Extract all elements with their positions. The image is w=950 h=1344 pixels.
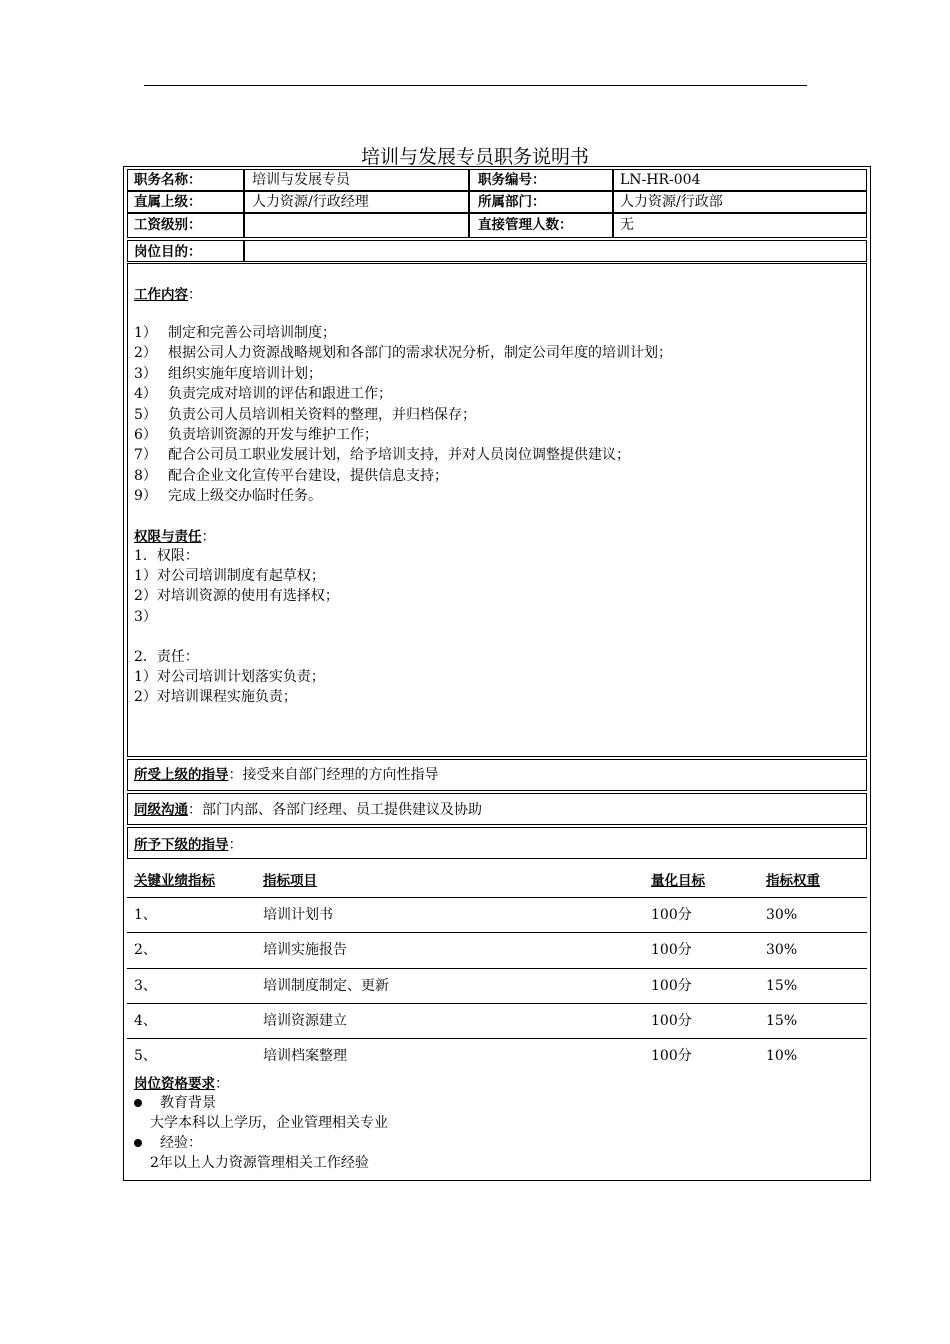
kpi-header-indicator: 关键业绩指标 [134,873,215,889]
kpi-row-index: 4、 [134,1012,157,1029]
work-heading: 工作内容： [134,287,202,303]
work-item-text: 配合公司员工职业发展计划，给予培训支持，并对人员岗位调整提供建议； [168,447,630,464]
kpi-header-weight: 指标权重 [766,873,820,889]
superior-label: 直属上级： [134,194,202,210]
exp-label: 经验： [160,1135,202,1151]
edu-value: 大学本科以上学历，企业管理相关专业 [150,1115,388,1131]
dept: 人力资源/行政部 [620,194,723,210]
kpi-row-weight: 15% [766,1012,798,1029]
work-item-num: 3） [134,365,157,382]
work-item-text: 配合企业文化宣传平台建设，提供信息支持； [168,467,448,484]
work-item-num: 9） [134,488,157,505]
kpi-row-weight: 15% [766,977,798,994]
work-item-num: 6） [134,427,157,443]
right-item: 3） [134,608,157,625]
kpi-row-index: 5、 [134,1048,157,1065]
header-rule [144,85,807,86]
manage-count-label: 直接管理人数： [478,217,573,233]
guidance-sub: 所予下级的指导： [134,837,243,853]
kpi-row-item: 培训资源建立 [263,1012,347,1029]
kpi-row-weight: 30% [766,907,798,923]
cell-purpose [244,240,867,262]
kpi-row-divider [127,897,867,898]
work-item-num: 7） [134,447,157,464]
exp-label-row [134,1133,202,1153]
kpi-row-divider [127,1003,867,1004]
guidance-superior: 所受上级的指导：接受来自部门经理的方向性指导 [134,767,439,783]
kpi-row-index: 1、 [134,907,157,923]
kpi-row-target: 100分 [651,907,692,923]
cell-salary [244,213,469,238]
exp-value: 2年以上人力资源管理相关工作经验 [150,1155,369,1171]
kpi-row-divider [127,932,867,933]
job-name-label: 职务名称： [134,172,202,188]
kpi-row-item: 培训制度制定、更新 [263,977,389,994]
kpi-row-target: 100分 [651,942,692,959]
duty-title: 2．责任： [134,649,199,665]
bullet-icon [134,1099,142,1107]
kpi-row-item: 培训档案整理 [263,1048,347,1065]
kpi-row-target: 100分 [651,1012,692,1029]
cell-manage-count [613,213,867,238]
edu-label-row [134,1093,216,1113]
work-item-text: 完成上级交办临时任务。 [168,488,322,505]
job-code-label: 职务编号： [478,172,546,188]
dept-label: 所属部门： [478,194,546,210]
right-item: 2）对培训资源的使用有选择权； [134,588,339,605]
edu-label: 教育背景 [160,1095,216,1111]
work-item-text: 负责培训资源的开发与维护工作； [168,427,378,443]
kpi-row-divider [127,968,867,969]
right-item: 1）对公司培训制度有起草权； [134,568,325,584]
superior: 人力资源/行政经理 [252,194,369,210]
duty-item: 2）对培训课程实施负责； [134,689,297,706]
work-item-num: 1） [134,325,157,341]
work-item-num: 8） [134,467,157,484]
rights-title: 1．权限： [134,548,199,564]
kpi-row-item: 培训实施报告 [263,942,347,959]
kpi-row-weight: 30% [766,942,798,959]
kpi-header-target: 量化目标 [651,873,705,889]
kpi-row-index: 3、 [134,977,157,994]
duty-item: 1）对公司培训计划落实负责； [134,669,325,685]
work-item-text: 负责公司人员培训相关资料的整理，并归档保存； [168,406,476,423]
work-item-text: 负责完成对培训的评估和跟进工作； [168,386,392,403]
work-item-num: 4） [134,386,157,403]
kpi-row-item: 培训计划书 [263,907,333,923]
work-item-num: 2） [134,345,157,362]
authority-heading: 权限与责任： [134,529,216,545]
kpi-row-index: 2、 [134,942,157,959]
kpi-header-item: 指标项目 [263,873,317,889]
job-name: 培训与发展专员 [252,172,350,188]
kpi-row-divider [127,1038,867,1039]
work-item-text: 根据公司人力资源战略规划和各部门的需求状况分析，制定公司年度的培训计划； [168,345,672,362]
job-code: LN-HR-004 [620,172,701,188]
work-item-text: 组织实施年度培训计划； [168,365,322,382]
qualification-heading: 岗位资格要求： [134,1076,229,1092]
bullet-icon [134,1139,142,1147]
manage-count: 无 [620,217,634,233]
salary-label: 工资级别： [134,217,202,233]
document-title: 培训与发展专员职务说明书 [360,146,589,168]
purpose-label: 岗位目的： [134,244,202,260]
work-item-text: 制定和完善公司培训制度； [168,325,336,341]
kpi-row-target: 100分 [651,977,692,994]
kpi-row-target: 100分 [651,1048,692,1065]
peer-comm: 同级沟通：部门内部、各部门经理、员工提供建议及协助 [134,802,482,818]
kpi-row-weight: 10% [766,1048,798,1065]
work-item-num: 5） [134,406,157,423]
